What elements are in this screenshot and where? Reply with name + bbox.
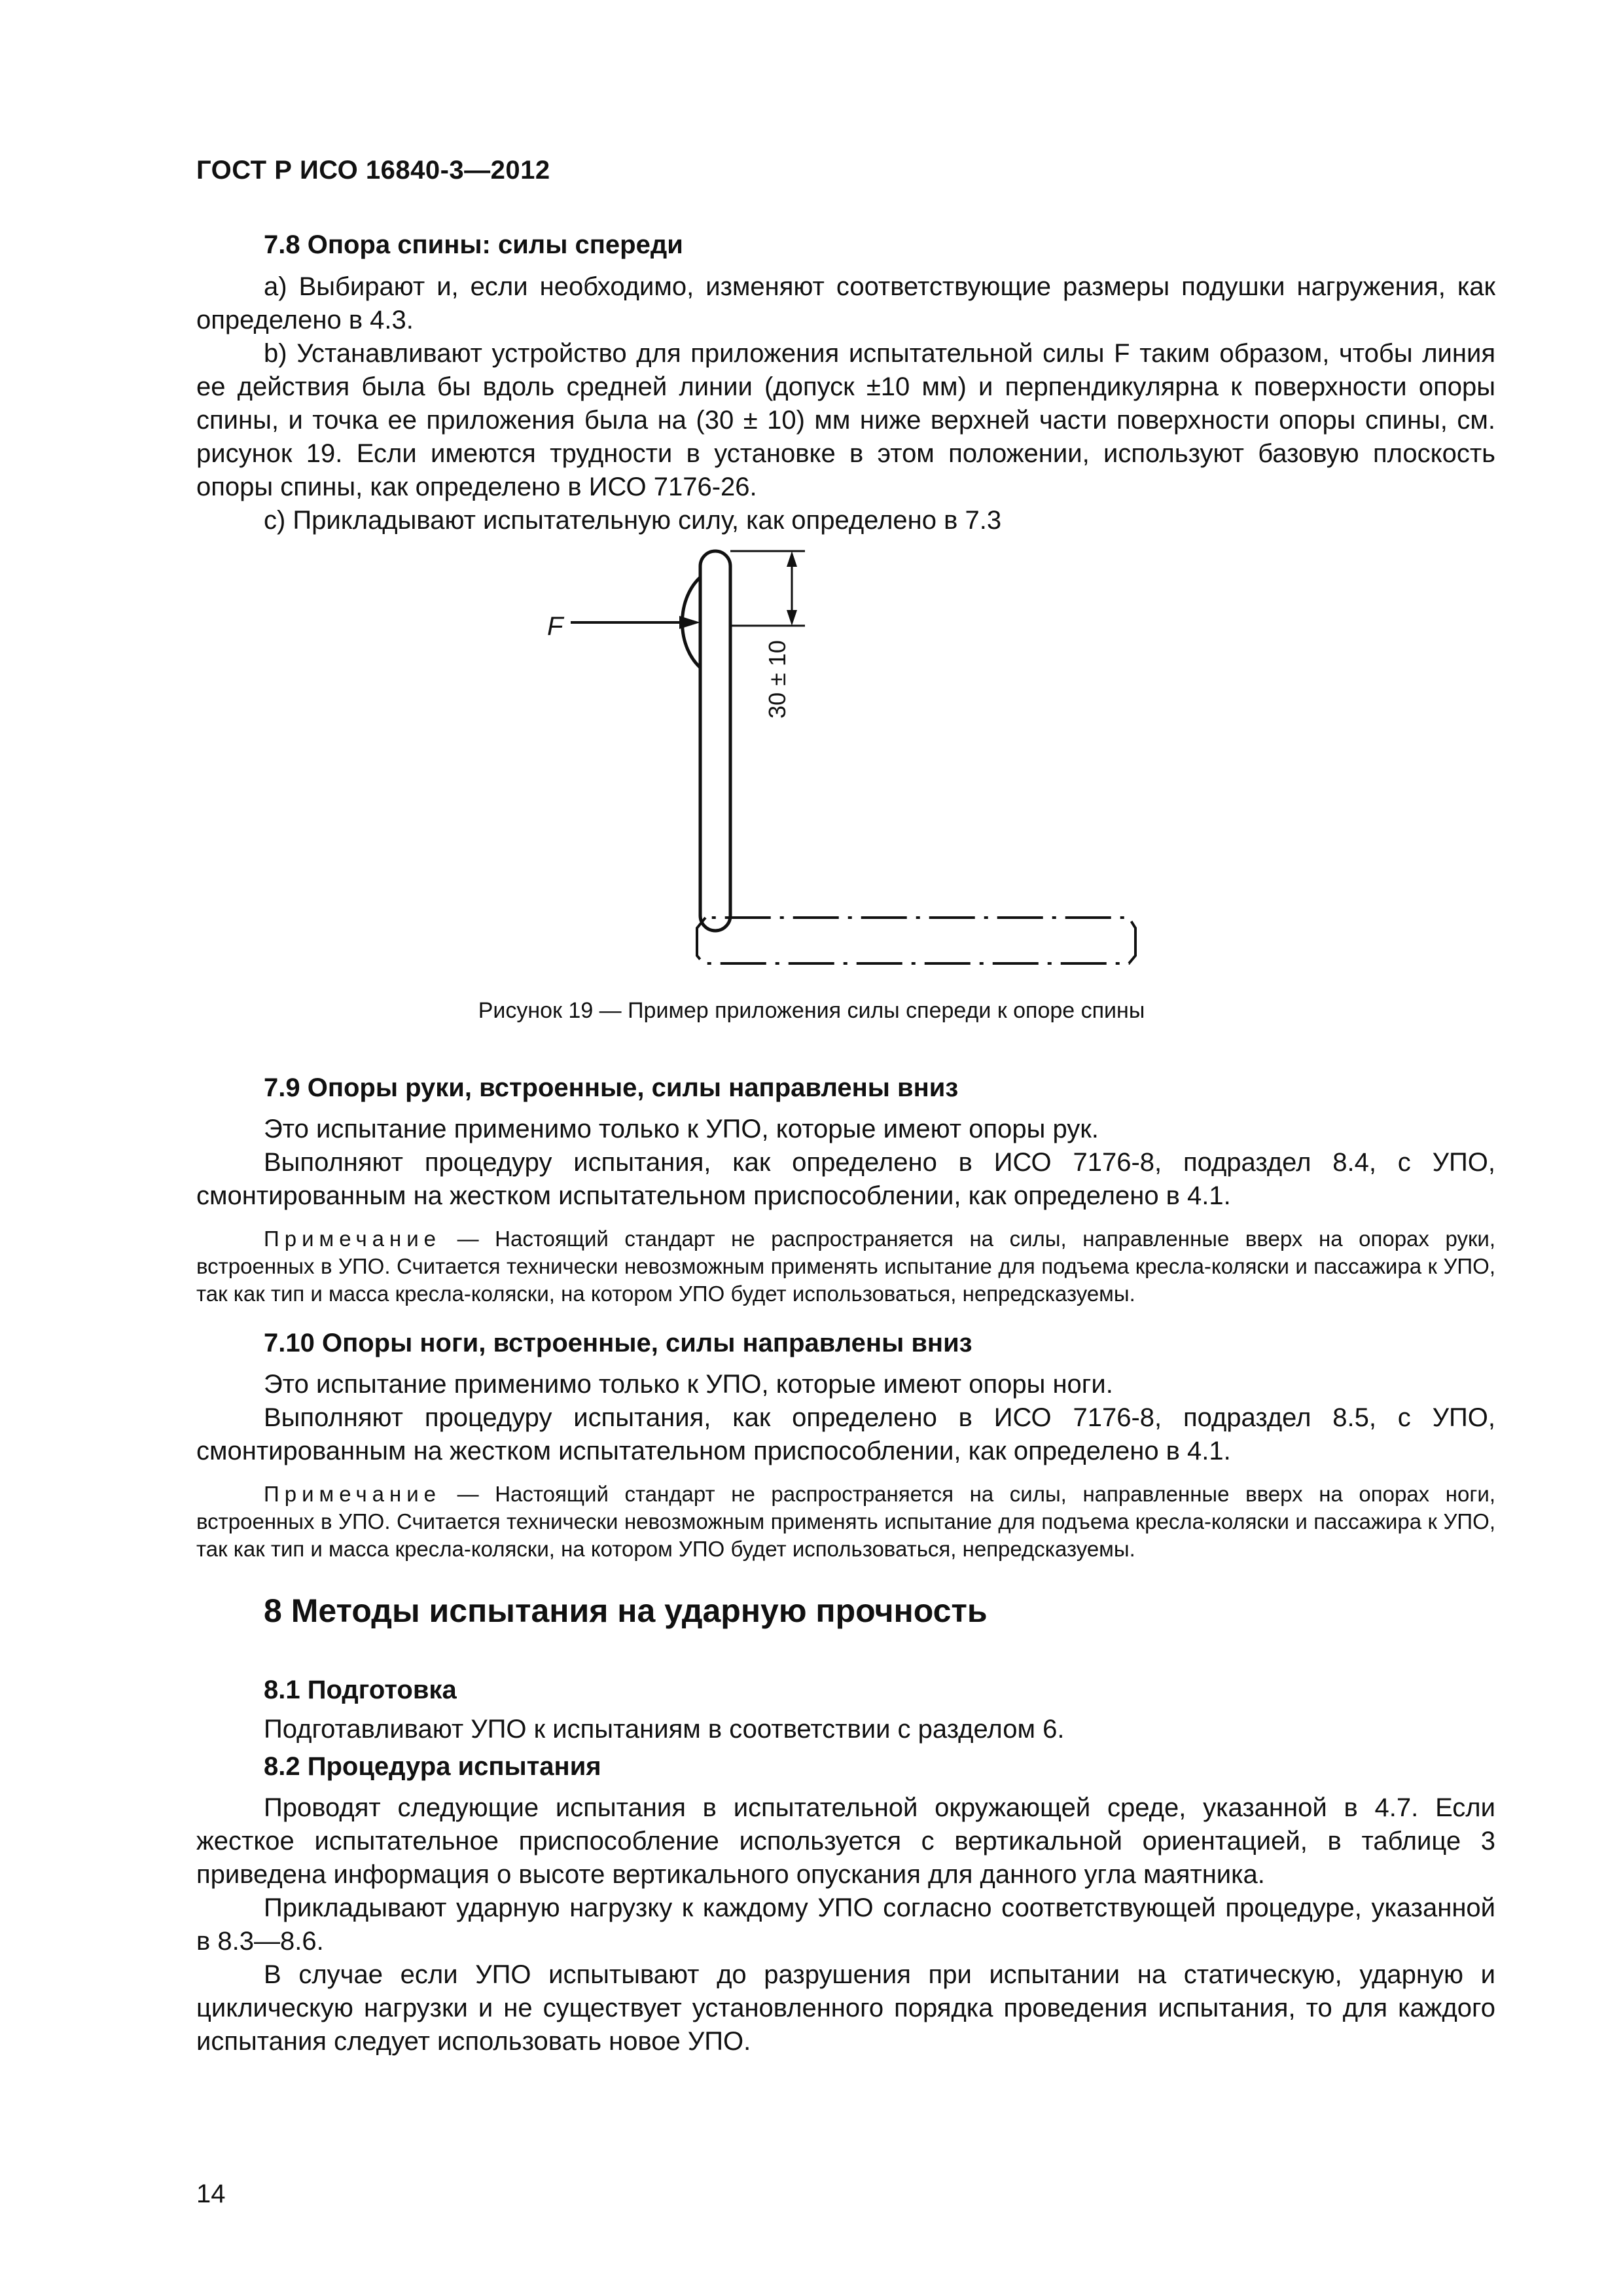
- page-number: 14: [196, 2179, 226, 2208]
- section-8-2-heading: 8.2 Процедура испытания: [264, 1752, 601, 1781]
- section-7-10-heading: 7.10 Опоры ноги, встроенные, силы направлены вниз: [264, 1329, 972, 1357]
- force-arrowhead: [679, 616, 700, 629]
- note-7-9: Примечание — Настоящий стандарт не распространяется на силы, направленные вверх на опорах руки, встроенных в УПО. Считается технически невозможным применять испытание для подъема кресла-коляски и пассажира к УПО, так как тип и масса кресла-коляски, на котором УПО будет использоваться, непредсказуемы.: [196, 1227, 1495, 1306]
- item-a: a) Выбирают и, если необходимо, изменяют соответствующие размеры подушки нагружения, как определено в 4.3.: [196, 272, 1495, 334]
- item-c: c) Прикладывают испытательную силу, как определено в 7.3: [264, 506, 1002, 535]
- seat-outline: [697, 918, 1135, 963]
- section-8-heading: 8 Методы испытания на ударную прочность: [264, 1592, 988, 1629]
- force-label: F: [547, 612, 563, 641]
- item-b: b) Устанавливают устройство для приложения испытательной силы F таким образом, чтобы линия ее действия была бы вдоль средней линии (допуск ±10 мм) и перпендикулярна к поверхности опоры спины, и точка ее приложения была на (30 ± 10) мм ниже верхней части поверхности опоры спины, см. рисунок 19. Если имеются трудности в установке в этом положении, используют базовую плоскость опоры спины, как определено в ИСО 7176-26.: [196, 339, 1495, 501]
- section-7-9-heading: 7.9 Опоры руки, встроенные, силы направлены вниз: [264, 1073, 959, 1102]
- section-7-8-body: [196, 270, 1495, 537]
- standard-header: ГОСТ Р ИСО 16840-3—2012: [196, 156, 550, 185]
- section-8-2-body: Проводят следующие испытания в испытательной окружающей среде, указанной в 4.7. Если жесткое испытательное приспособление используется с вертикальной ориентацией, в таблице 3 приведена информация о высоте вертикального опускания для данного угла маятника. Прикладывают ударную нагрузку к каждому УПО согласно соответствующей процедуре, указанной в 8.3—8.6. В случае если УПО испытывают до разрушения при испытании на статическую, ударную и циклическую нагрузки и не существует установленного порядка проведения испытания, то для каждого испытания следует использовать новое УПО.: [196, 1793, 1495, 2056]
- section-7-10-body: Это испытание применимо только к УПО, которые имеют опоры ноги. Выполняют процедуру испытания, как определено в ИСО 7176-8, подраздел 8.5, с УПО, смонтированным на жестком испытательном приспособлении, как определено в 4.1.: [196, 1370, 1495, 1465]
- note-label: Примечание: [264, 1227, 442, 1251]
- figure-caption: Рисунок 19 — Пример приложения силы спереди к опоре спины: [478, 998, 1145, 1023]
- note-label: Примечание: [264, 1482, 442, 1506]
- figure-19-diagram: [524, 537, 1178, 982]
- section-8-1-body: Подготавливают УПО к испытаниям в соответствии с разделом 6.: [264, 1715, 1065, 1744]
- section-7-9-body: Это испытание применимо только к УПО, которые имеют опоры рук. Выполняют процедуру испытания, как определено в ИСО 7176-8, подраздел 8.4, с УПО, смонтированным на жестком испытательном приспособлении, как определено в 4.1.: [196, 1115, 1495, 1210]
- back-support-bar: [700, 551, 730, 931]
- dimension-label: 30 ± 10: [764, 640, 791, 719]
- section-8-1-heading: 8.1 Подготовка: [264, 1676, 457, 1704]
- note-7-10: Примечание — Настоящий стандарт не распространяется на силы, направленные вверх на опорах ноги, встроенных в УПО. Считается технически невозможным применять испытание для подъема кресла-коляски и пассажира к УПО, так как тип и масса кресла-коляски, на котором УПО будет использоваться, непредсказуемы.: [196, 1482, 1495, 1561]
- section-7-8-heading: 7.8 Опора спины: силы спереди: [264, 230, 683, 259]
